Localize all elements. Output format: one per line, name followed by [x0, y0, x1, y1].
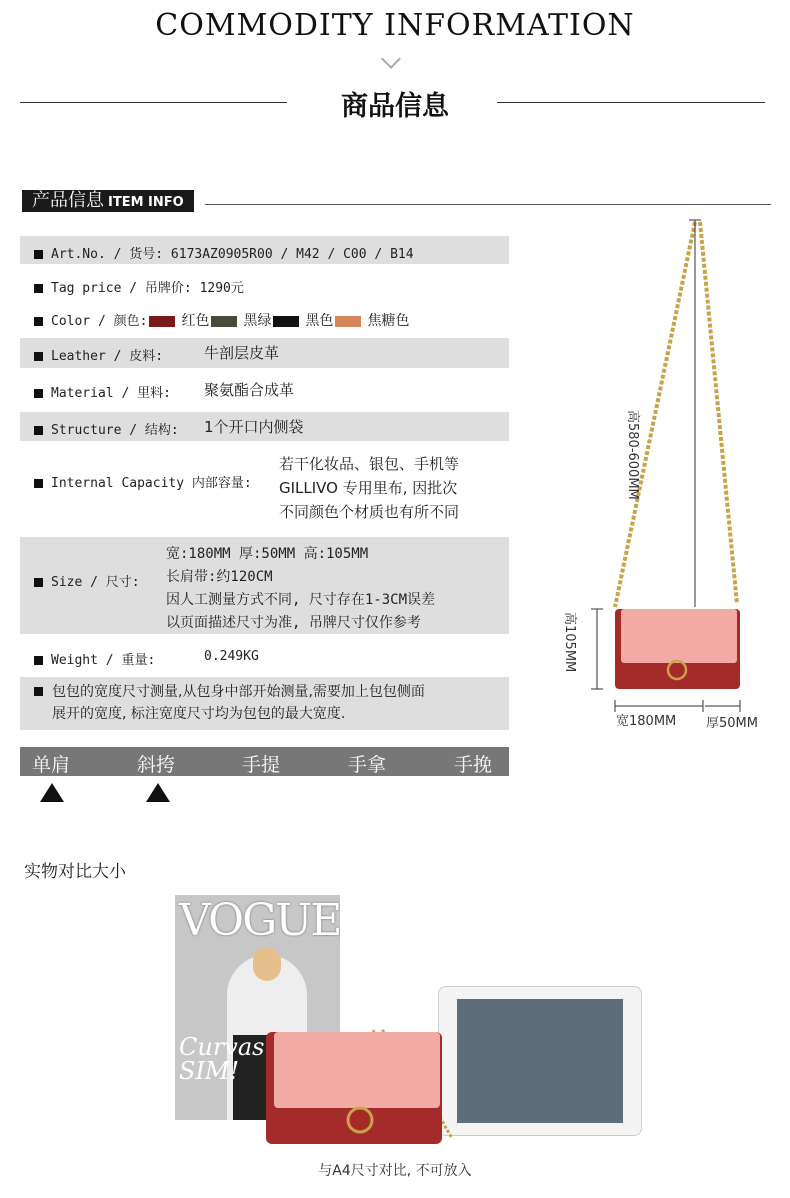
capacity-value: 若干化妆品、银包、手机等 GILLIVO 专用里布, 因批次 不同颜色个材质也有所不同 — [279, 455, 460, 521]
strap-dimension: 高580-600MM — [625, 410, 640, 500]
tag-price-text: Tag price / 吊牌价: 1290元 — [51, 281, 244, 296]
row-art-no — [20, 236, 509, 264]
row-structure — [20, 412, 509, 441]
art-no-text: Art.No. / 货号: 6173AZ0905R00 / M42 / C00 / B14 — [51, 247, 414, 262]
divider-right — [497, 102, 765, 103]
title-chinese: 商品信息 — [341, 91, 449, 122]
size-value: 宽:180MM 厚:50MM 高:105MM 长肩带:约120CM 因人工测量方式不同, 尺寸存在1-3CM误差 以页面描述尺寸为准, 吊牌尺寸仅作参考 — [166, 546, 436, 631]
size-label: Size / 尺寸: — [51, 575, 140, 590]
section-divider — [205, 204, 771, 205]
color-swatches — [147, 314, 409, 329]
structure-label: Structure / 结构: — [51, 423, 179, 438]
product-image — [555, 212, 790, 742]
note-text: 包包的宽度尺寸测量,从包身中部开始测量,需要加上包包侧面 展开的宽度, 标注宽度尺寸均为包包的最大宽度. — [52, 684, 425, 722]
width-dimension: 宽180MM — [616, 714, 677, 729]
tab-shoulder[interactable]: 单肩 — [32, 754, 71, 776]
tab-clutch[interactable]: 手拿 — [348, 754, 387, 776]
leather-label: Leather / 皮料: — [51, 349, 164, 364]
row-material — [20, 373, 509, 403]
structure-value: 1个开口内侧袋 — [204, 418, 304, 436]
magazine-title: VOGUE — [179, 895, 340, 946]
row-weight — [20, 643, 509, 671]
color-name: 黑色 — [305, 313, 334, 329]
leather-value: 牛剖层皮革 — [204, 344, 280, 362]
chevron-down-icon — [381, 49, 401, 69]
color-swatch — [335, 316, 361, 327]
tab-handheld[interactable]: 手提 — [242, 754, 281, 776]
magazine-cover-text: Curvas SIM! — [179, 1033, 265, 1085]
capacity-label: Internal Capacity 内部容量: — [51, 476, 252, 491]
row-leather — [20, 338, 509, 368]
weight-label: Weight / 重量: — [51, 653, 156, 668]
color-name: 黑绿 — [243, 313, 272, 329]
bag-compare-image — [262, 1026, 462, 1148]
row-tag-price — [20, 270, 509, 298]
tab-arm[interactable]: 手挽 — [454, 754, 493, 776]
row-size — [20, 537, 509, 634]
material-label: Material / 里料: — [51, 386, 171, 401]
row-note — [20, 677, 509, 730]
color-swatch — [211, 316, 237, 327]
color-swatch — [273, 316, 299, 327]
depth-dimension: 厚50MM — [706, 716, 758, 731]
color-name: 焦糖色 — [367, 313, 410, 329]
color-swatch — [149, 316, 175, 327]
color-label: Color / 颜色: — [51, 314, 148, 329]
crossbody-indicator-icon — [146, 783, 170, 802]
compare-caption: 与A4尺寸对比, 不可放入 — [318, 1163, 472, 1179]
section-label: 产品信息 ITEM INFO — [22, 190, 194, 212]
shoulder-indicator-icon — [40, 783, 64, 802]
row-color — [20, 304, 509, 332]
tab-crossbody[interactable]: 斜挎 — [137, 754, 176, 776]
usage-tabs — [20, 747, 509, 776]
tablet-image — [438, 986, 642, 1136]
material-value: 聚氨酯合成革 — [204, 381, 295, 399]
weight-value: 0.249KG — [204, 649, 259, 664]
color-name: 红色 — [181, 313, 210, 329]
row-capacity — [20, 448, 509, 526]
compare-heading: 实物对比大小 — [24, 862, 126, 882]
title-english: COMMODITY INFORMATION — [155, 8, 635, 43]
